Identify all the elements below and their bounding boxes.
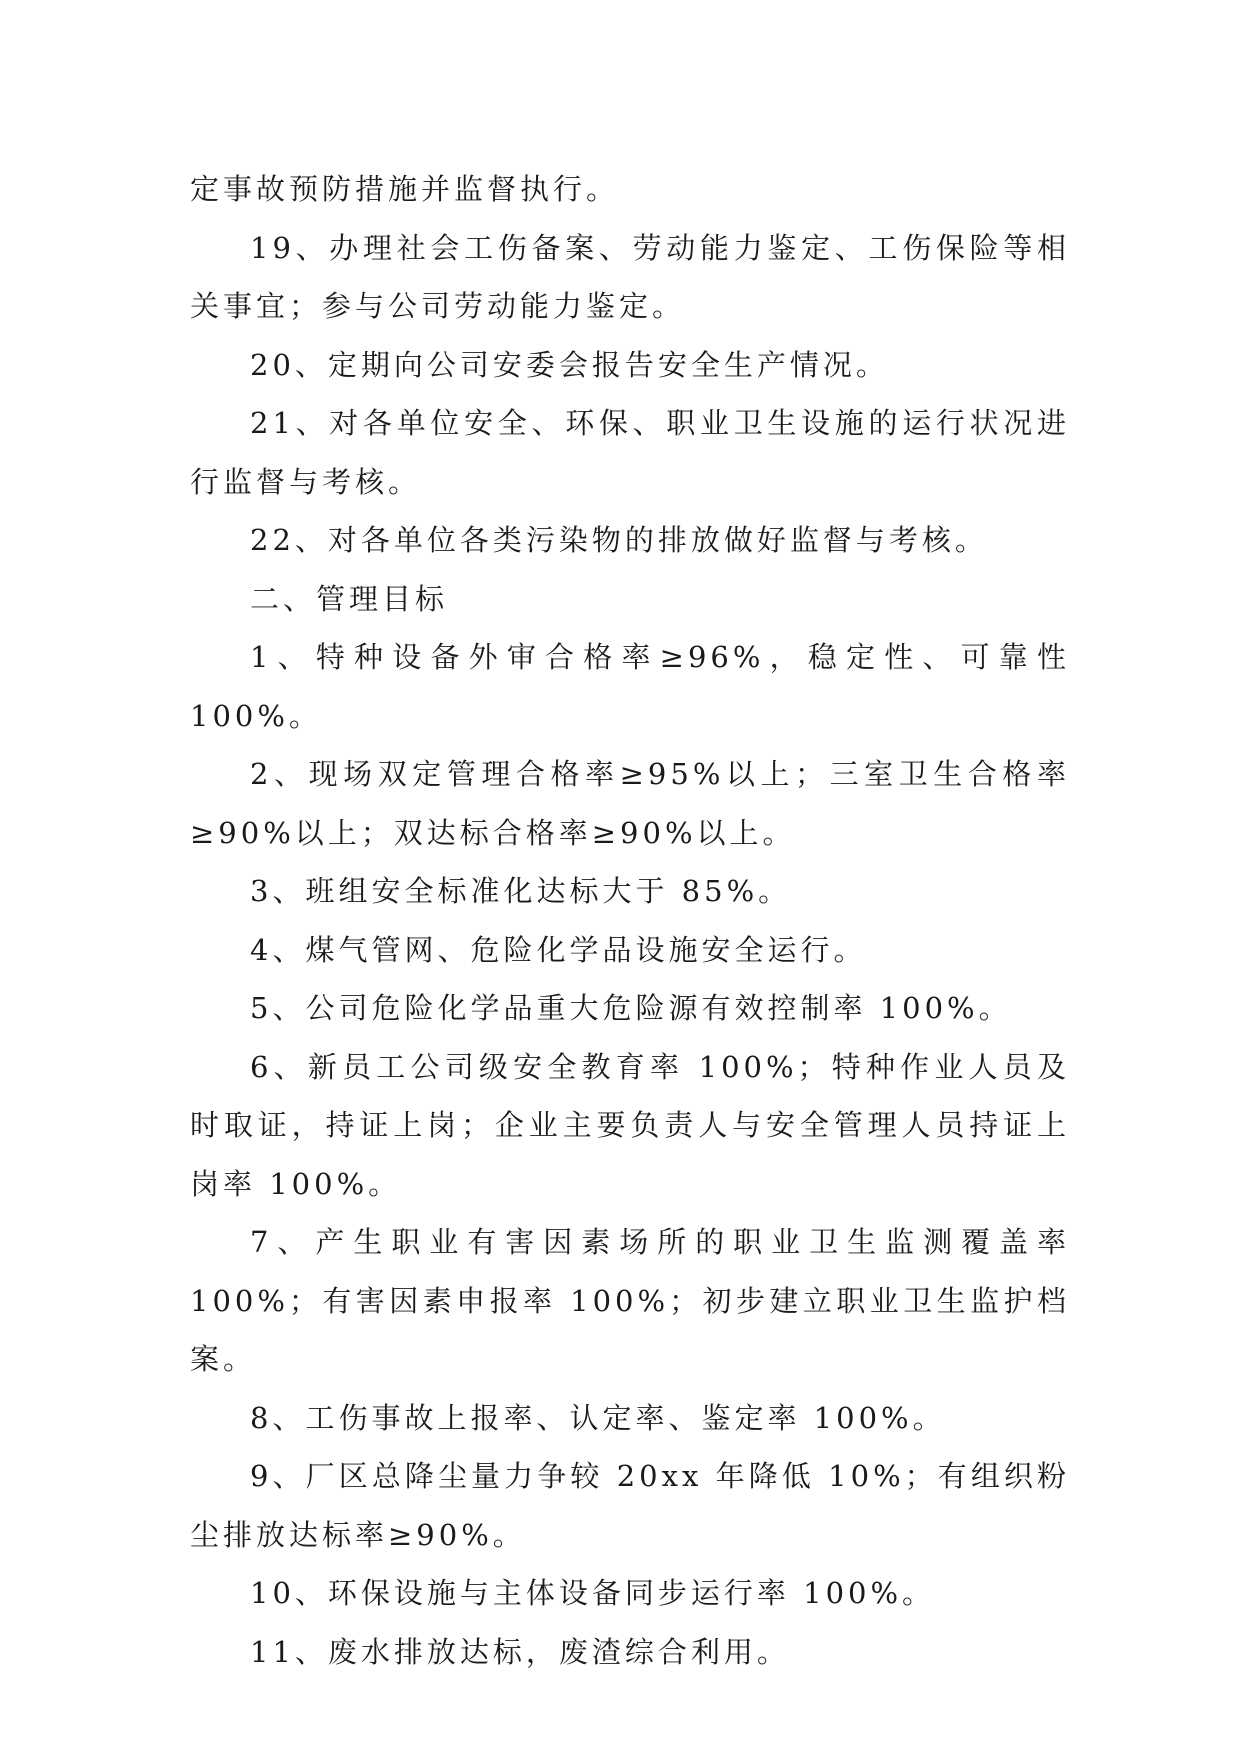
paragraph-item-22: 22、对各单位各类污染物的排放做好监督与考核。 (250, 523, 988, 557)
goal-item-4: 4、煤气管网、危险化学品设施安全运行。 (250, 932, 867, 967)
goal-item-1: 1、特种设备外审合格率≥96%，稳定性、可靠性 100%。 (190, 640, 1070, 733)
paragraph-continuation: 定事故预防措施并监督执行。 (190, 172, 620, 206)
goal-item-10: 10、环保设施与主体设备同步运行率 100%。 (250, 1576, 936, 1610)
goal-item-11: 11、废水排放达标，废渣综合利用。 (250, 1634, 790, 1669)
goal-item-6: 6、新员工公司级安全教育率 100%；特种作业人员及时取证，持证上岗；企业主要负责人与安全管理人员持证上岗率 100%。 (190, 1049, 1070, 1201)
paragraph-item-21: 21、对各单位安全、环保、职业卫生设施的运行状况进行监督与考核。 (190, 406, 1070, 499)
paragraph-item-19: 19、办理社会工伤备案、劳动能力鉴定、工伤保险等相关事宜；参与公司劳动能力鉴定。 (190, 230, 1070, 323)
goal-item-7: 7、产生职业有害因素场所的职业卫生监测覆盖率 100%；有害因素申报率 100%；初步建立职业卫生监护档案。 (190, 1225, 1070, 1376)
section-heading-management-goals: 二、管理目标 (250, 581, 449, 616)
paragraph-item-20: 20、定期向公司安委会报告安全生产情况。 (250, 347, 889, 382)
document-body (190, 160, 1070, 1681)
goal-item-3: 3、班组安全标准化达标大于 85%。 (250, 874, 792, 908)
goal-item-9: 9、厂区总降尘量力争较 20xx 年降低 10%；有组织粉尘排放达标率≥90%。 (190, 1459, 1070, 1552)
goal-item-5: 5、公司危险化学品重大危险源有效控制率 100%。 (250, 991, 1012, 1025)
goal-item-8: 8、工伤事故上报率、认定率、鉴定率 100%。 (250, 1400, 946, 1435)
goal-item-2: 2、现场双定管理合格率≥95%以上；三室卫生合格率≥90%以上；双达标合格率≥90%以上。 (190, 757, 1070, 850)
